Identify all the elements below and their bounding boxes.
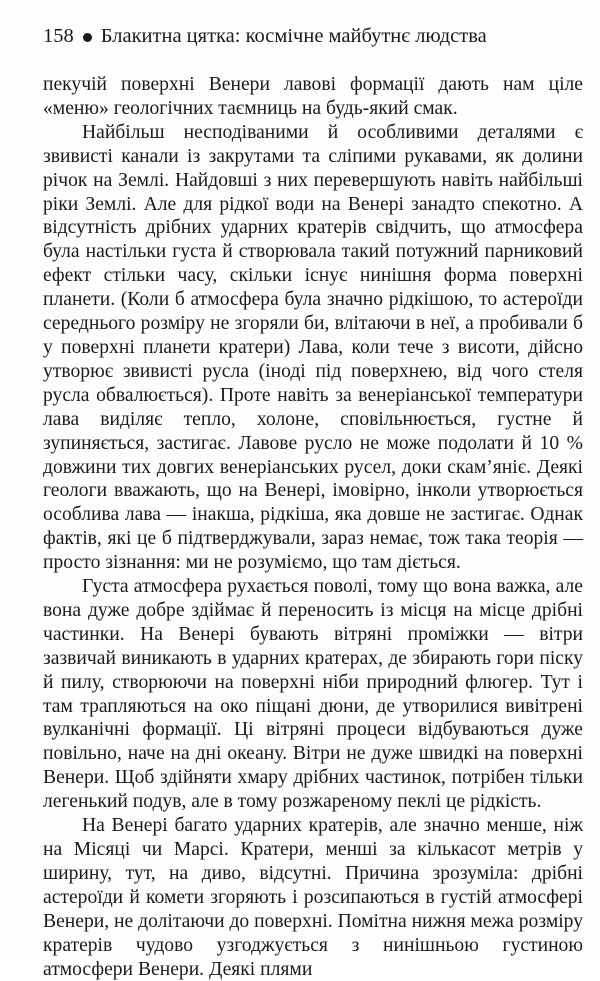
body-text xyxy=(43,73,583,981)
paragraph: На Венері багато ударних кратерів, але значно менше, ніж на Місяці чи Марсі. Кратери, менші за кількасот метрів у ширину, тут, на диво, відсутні. Причина зрозуміла: дрібні астероїди й комети згоряють і розсипаються в густій атмосфері Венери, не долітаючи до поверхні. Помітна нижня межа розміру кратерів чудово узгоджується з нинішньою густиною атмосфери Венери. Деякі плями xyxy=(43,815,583,980)
paragraph-continued: пекучій поверхні Венери лавові формації дають нам цілe «меню» геологічних таємниць на будь-який смак. xyxy=(43,74,583,119)
paragraph: Густа атмосфера рухається поволі, тому що вона важка, але вона дуже добре здіймає й переносить із місця на місце дрібні частинки. На Венері бувають вітряні проміжки — вітри зазвичай виникають в ударних кратерах, де збирають гори піску й пилу, створюючи на поверхні ніби природний флюгер. Тут і там трапляються на око піщані дюни, де утворилися вивітрені вулканічні формації. Ці вітряні процеси відбуваються дуже повільно, наче на дні океану. Вітри не дуже швидкі на поверхні Венери. Щоб здійняти хмару дрібних частинок, потрібен тільки легенький подув, але в тому розжареному пеклі це рідкість. xyxy=(43,576,583,813)
paragraph: Найбільш несподіваними й особливими деталями є звивисті канали із закрутами та сліпими рукавами, як долини річок на Землі. Найдовші з них перевершують навіть найбільші ріки Землі. Але для рідкої води на Венері занадто спекотно. А відсутність дрібних ударних кратерів свідчить, що атмосфера була настільки густа й створювала такий потужний парниковий ефект стільки часу, скільки існує нинішня форма поверхні планети. (Коли б атмосфера була значно рідкішою, то астероїди середнього розміру не згоряли би, влітаючи в неї, а пробивали б у поверхні планети кратери) Лава, коли тече з висоти, дійсно утворює звивисті русла (іноді під поверхнею, від чого стеля русла обвалюється). Проте навіть за венеріанської температури лава виділяє тепло, холоне, сповільнюється, густне й зупиняється, застигає. Лавове русло не може подолати й 10 % довжини тих довгих венеріанських русел, доки скам’яніє. Деякі геологи вважають, що на Венері, імовірно, інколи утворюється особлива лава — інакша, рідкіша, яка довше не застигає. Однак фактів, які це б підтверджували, зараз немає, тож така теорія — просто зізнання: ми не розуміємо, що там діється. xyxy=(43,121,583,574)
bullet-icon xyxy=(83,33,92,42)
page-number: 158 xyxy=(43,25,74,47)
running-header xyxy=(43,20,563,52)
running-title: Блакитна цятка: космічне майбутнє людства xyxy=(100,25,487,47)
